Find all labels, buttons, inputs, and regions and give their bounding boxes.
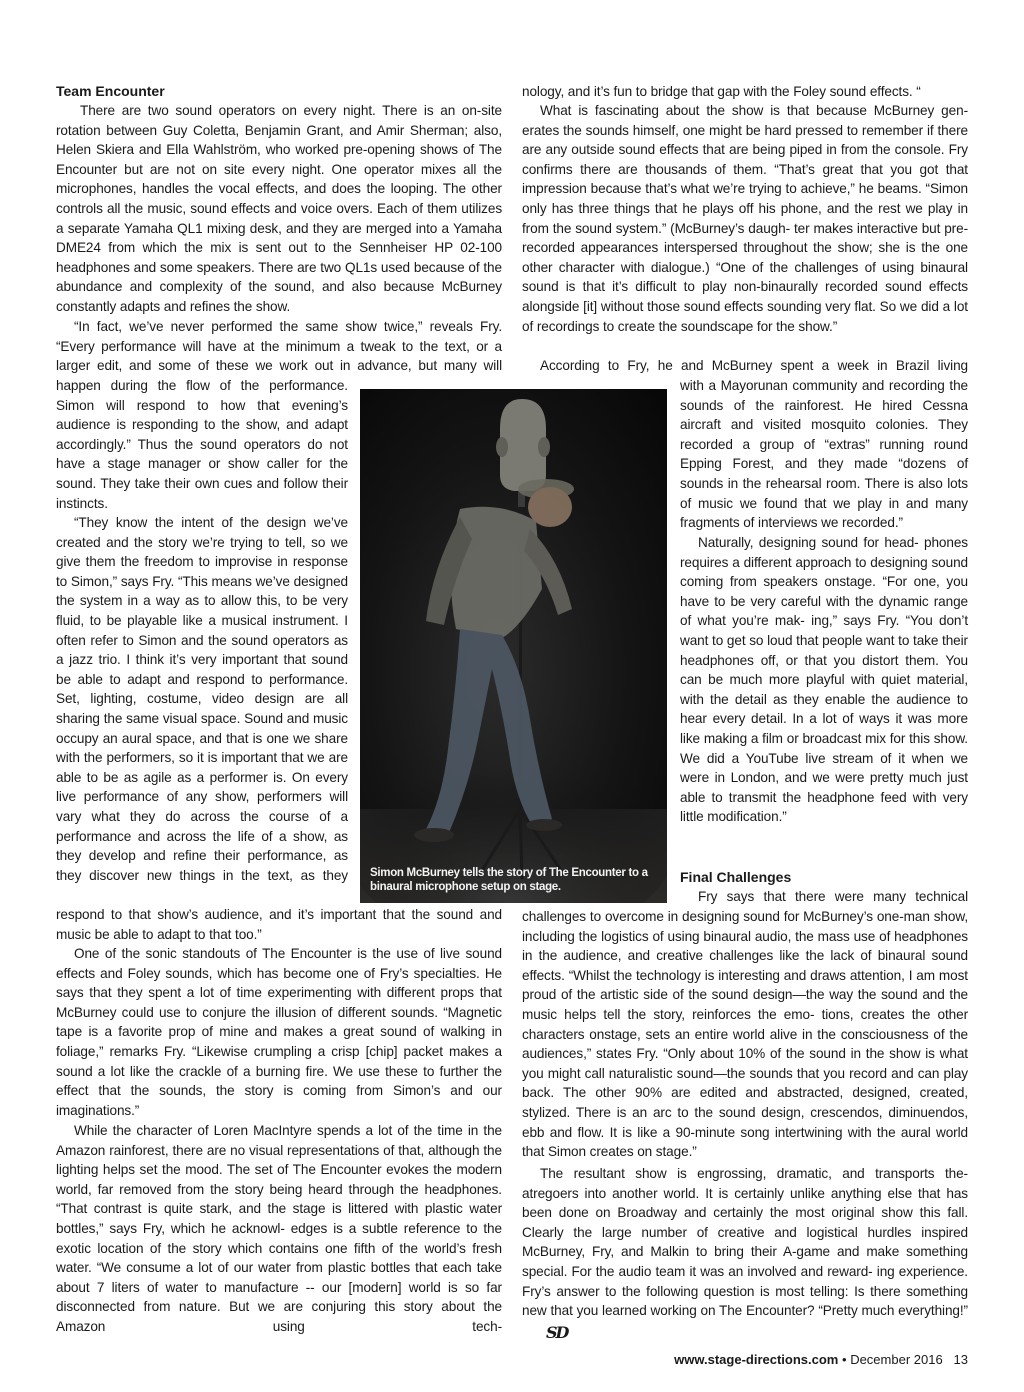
performer-photo <box>360 389 667 903</box>
section-heading-final-challenges: Final Challenges <box>680 869 792 885</box>
paragraph-jazz-trio-end: respond to that show’s audience, and it’s important that the sound and music be able to adapt to that too.” <box>56 907 502 942</box>
paragraph-team-encounter: There are two sound operators on every night. There is an on-site rotation between Guy Coletta, Benjamin Grant, and Amir Sherman; also, Helen Skiera and Ella Wahlström, who worked pre-opening shows of The Encounter but are not on site every night. One operator mixes all the microphones, handles the vocal effects, and does the looping. The other controls all the music, sound effects and voice overs. Each of them utilizes a separate Yamaha QL1 mixing desk, and they are merged into a Yamaha DME24 from which the mix is sent out to the Sennheiser HP 02-100 headphones and some speakers. There are two QL1s used because of the abundance and complexity of the sound, and also because McBurney constantly adapts and refines the show. <box>56 103 503 314</box>
paragraph-brazil-intro: According to Fry, he and McBurney spent a week in Brazil living <box>540 358 968 373</box>
paragraph-foley-bridge: nology, and it’s fun to bridge that gap with the Foley sound effects. “ <box>522 84 921 99</box>
paragraph-headphones-design: Naturally, designing sound for head- phones requires a different approach to designing sound coming from speakers onstage. “For one, you have to be very careful with the dynamic range of what you’re mak- ing,” says Fry. “You don’t want to get so loud that people want to take their headphones off, or that you distort them. You can be much more playful with quiet material, with the detail as they enable the audience to hear every detail. In a lot of ways it was more like making a film or broadcast mix for this show. We did a YouTube live stream of it when we were in London, and we were pretty much just able to transmit the headphone feed with very little modification.” <box>680 535 969 825</box>
paragraph-technical-challenges-intro: Fry says that there were many technical <box>698 889 968 904</box>
page-footer <box>600 1351 968 1369</box>
performer-illustration <box>360 389 667 903</box>
footer-page-number: 13 <box>953 1352 968 1367</box>
footer-site-url: www.stage-directions.com <box>674 1352 839 1367</box>
stage-directions-logo-icon: SD <box>546 1322 568 1342</box>
paragraph-never-same-show: “In fact, we’ve never performed the same show twice,” reveals Fry. “Every performance will have at the minimum a tweak to the text, or a larger edit, and some of these we work out in advance, but many will <box>56 319 502 374</box>
section-heading-team-encounter: Team Encounter <box>56 83 165 99</box>
paragraph-jazz-trio: “They know the intent of the design we’ve created and the story we’re trying to tell, so we give them the freedom to improvise in response to Simon,” says Fry. “This means we’ve designed the system in a way as to allow this, to be very fluid, to be playable like a musical instrument. I often refer to Simon and the sound operators as a jazz trio. I think it’s very important that sound be able to adapt and respond to performance. Set, lighting, costume, video design are all sharing the same visual space. Sound and music occupy an aural space, and that is one we share with the performers, so it is important that we are able to be as agile as a performer is. On every live performance of any show, performers will vary what they do across the course of a performance and across the life of a show, as they develop and refine their performance, as they discover new things in the text, as they <box>56 515 349 883</box>
paragraph-amazon-rainforest: While the character of Loren MacIntyre spends a lot of the time in the Amazon rainforest, there are no visual representations of that, although the lighting helps set the mood. The set of The Encounter evokes the modern world, far removed from the story being heard through the headphones. “That contrast is quite stark, and the stage is littered with plastic water bottles,” says Fry, which he acknowl- edges is a subtle reference to the exotic location of the story which contains one fifth of the world’s fresh water. “We consume a lot of our water from plastic bottles that each take about 7 liters of water to manufacture -- our [modern] world is so far disconnected from nature. But we are conjuring this story about the Amazon using tech- <box>56 1123 503 1334</box>
footer-issue: December 2016 <box>850 1352 943 1367</box>
paragraph-brazil-recording: with a Mayorunan community and recording the sounds of the rainforest. He hired Cessna aircraft and visited mosquito colonies. They recorded a group of “extras” running round Epping Forest, and they made “dozens of sounds in the rehearsal room. There is also lots of music we found that we play in and many fragments of interviews we recorded.” <box>680 378 968 531</box>
paragraph-fascinating-show: What is fascinating about the show is that because McBurney gen- erates the sounds himself, one might be hard pressed to remember if there are any outside sound effects that are being piped in from the console. Fry confirms there are thousands of them. “That’s great that you got that impression because that’s what we’re trying to achieve,” he beams. “Simon only has three things that he plays off his phone, and the rest we play in from the sound system.” (McBurney’s daugh- ter makes interactive but pre-recorded appearances interspersed throughout the show; she is the one other character with dialogue.) “One of the challenges of using binaural sound is that it’s difficult to play non-binaurally recorded sound effects alongside [it] without those sound effects sounding very flat. So we did a lot of recordings to create the soundscape for the show.” <box>522 103 968 334</box>
footer-separator: • <box>842 1352 847 1367</box>
paragraph-technical-challenges: challenges to overcome in designing sound for McBurney’s one-man show, including the logistics of using binaural audio, the mass use of headphones in the audience, and creative challenges like the lack of binaural sound effects. “Whilst the technology is interesting and draws attention, I am most proud of the artistic side of the sound design—the way the sound and the music helps tell the story, reinforces the emo- tions, creates the other characters onstage, sets an entire world alive in the consciousness of the audiences,” states Fry. “Only about 10% of the sound in the show is what you might call naturalistic sound—the sounds that you record and can play back. The other 90% are edited and abstracted, designed, created, stylized. There is an arc to the sound design, crescendos, diminuendos, ebb and flow. It is like a 90-minute song intertwining with the aural world that Simon creates on stage.” <box>522 909 969 1160</box>
photo-caption: Simon McBurney tells the story of The Encounter to a binaural microphone setup on stage. <box>370 867 648 893</box>
paragraph-adapt-accordingly: happen during the flow of the performance. Simon will respond to how that evening’s audience is responding to the show, and adapt accordingly.” Thus the sound operators do not have a stage manager or show caller for the sound. They take their own cues and follow their instincts. <box>56 378 349 511</box>
paragraph-foley-sounds: One of the sonic standouts of The Encounter is the use of live sound effects and Foley sounds, which has become one of Fry’s specialties. He says that they spent a lot of time experimenting with different props that McBurney could use to conjure the illusion of different sounds. “Magnetic tape is a favorite prop of mine and makes a great sound of walking in foliage,” remarks Fry. “Likewise crumpling a crisp [chip] packet makes a sound a lot like the crackle of a burning fire. We use these to further the effect that the sounds, the story is coming from Simon’s and our imaginations.” <box>56 946 503 1118</box>
paragraph-resultant-show: The resultant show is engrossing, dramatic, and transports the- atregoers into another world. It is certainly unlike anything else that has been done on Broadway and certainly the most original show this fall. Clearly the large number of creative and logistical hurdles inspired McBurney, Fry, and Malkin to bring their A-game and make something special. For the audio team it was an involved and reward- ing experience. Fry’s answer to the following question is most telling: Is there something new that you learned working on The Encounter? “Pretty much everything!”SD <box>522 1166 969 1342</box>
